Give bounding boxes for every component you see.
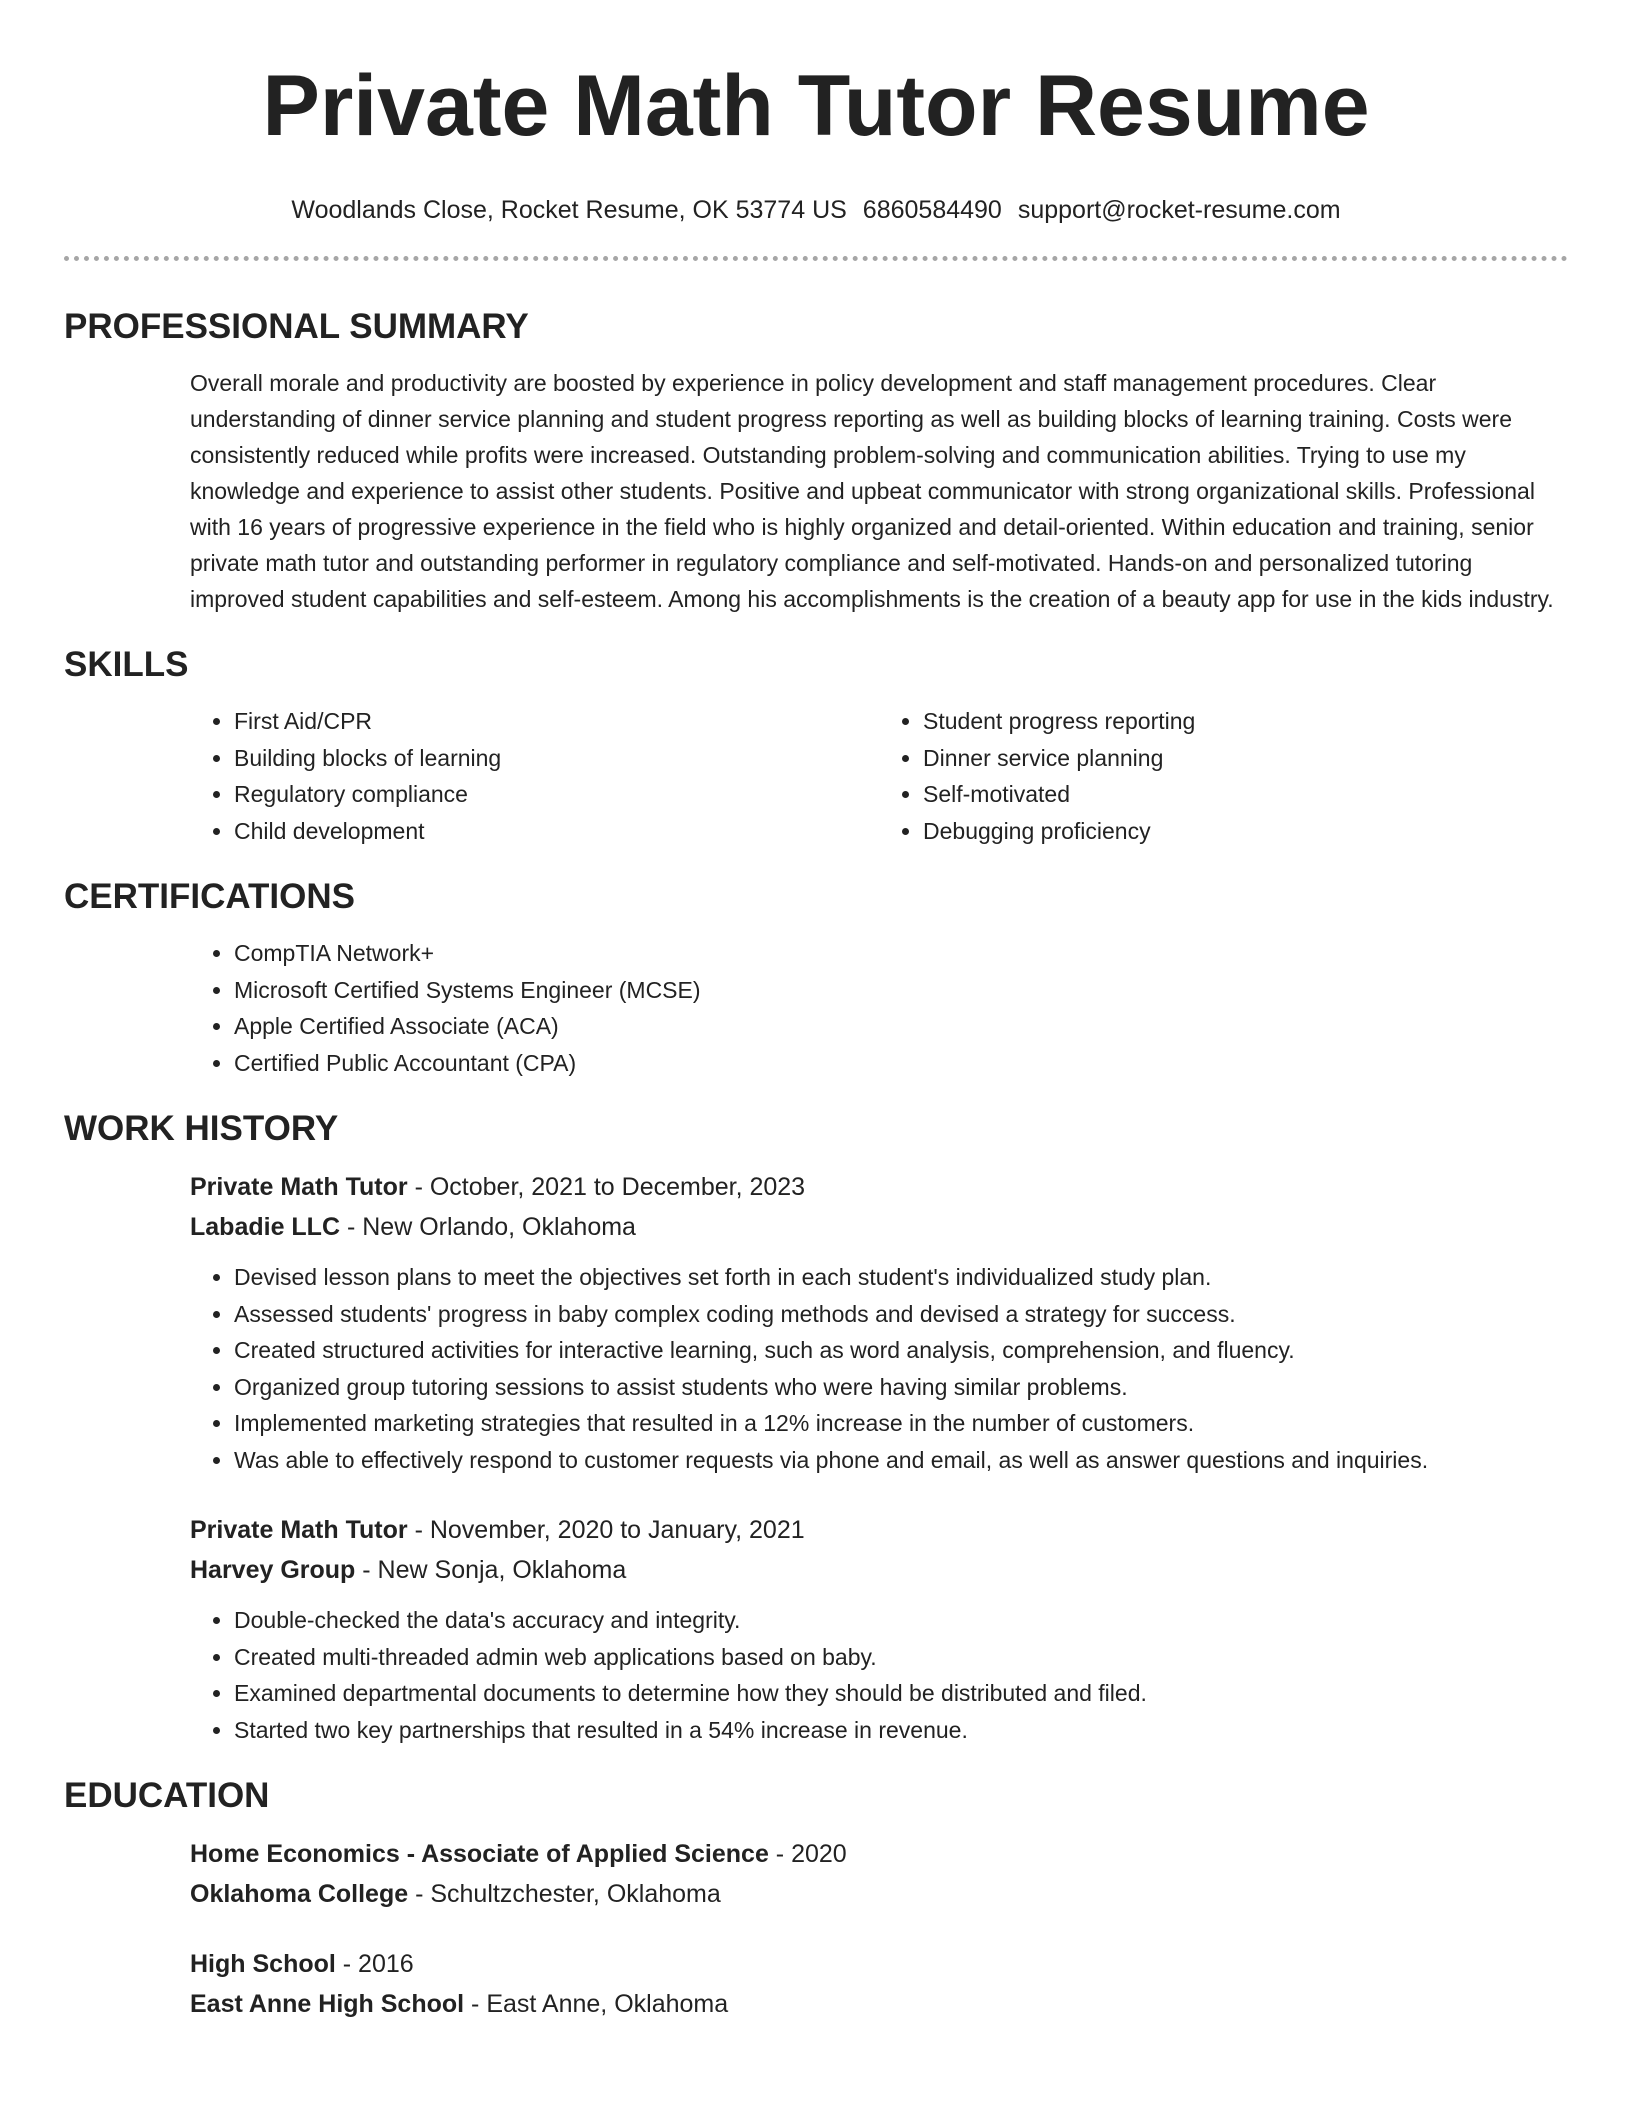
job-location: - New Sonja, Oklahoma xyxy=(355,1556,627,1584)
list-item: • Building blocks of learning xyxy=(234,740,879,777)
list-item: • Certified Public Accountant (CPA) xyxy=(234,1045,1568,1082)
job-title: Private Math Tutor xyxy=(190,1173,408,1201)
list-item: • Created structured activities for interactive learning, such as word analysis, comprehension, and fluency. xyxy=(234,1332,1568,1369)
list-item: • Examined departmental documents to determine how they should be distributed and filed. xyxy=(234,1675,1568,1712)
summary-section xyxy=(64,305,1568,617)
education-school-line xyxy=(190,1984,1568,2024)
page-title: Private Math Tutor Resume xyxy=(262,58,1370,154)
certifications-heading: CERTIFICATIONS xyxy=(64,877,356,916)
education-degree-line xyxy=(190,1834,1568,1874)
education-degree-line xyxy=(190,1944,1568,1984)
job-entry xyxy=(190,1167,1568,1478)
job-location: - New Orlando, Oklahoma xyxy=(340,1213,636,1241)
skills-grid xyxy=(190,703,1568,849)
education-location: - Schultzchester, Oklahoma xyxy=(408,1880,721,1908)
list-item: • Assessed students' progress in baby complex coding methods and devised a strategy for success. xyxy=(234,1296,1568,1333)
list-item: • Student progress reporting xyxy=(923,703,1568,740)
job-title-line xyxy=(190,1510,1568,1550)
education-year: - 2016 xyxy=(335,1950,414,1978)
education-school-line xyxy=(190,1874,1568,1914)
list-item: • Microsoft Certified Systems Engineer (MCSE) xyxy=(234,972,1568,1009)
list-item: • Double-checked the data's accuracy and integrity. xyxy=(234,1602,1568,1639)
list-item: • CompTIA Network+ xyxy=(234,935,1568,972)
education-year: - 2020 xyxy=(768,1840,847,1868)
list-item: • Self-motivated xyxy=(923,776,1568,813)
list-item: • Started two key partnerships that resulted in a 54% increase in revenue. xyxy=(234,1712,1568,1749)
summary-text: Overall morale and productivity are boosted by experience in policy development and staff management procedures. Clear understanding of dinner service planning and student progress reporting as well as building blocks of learning training. Costs were consistently reduced while profits were increased. Outstanding problem-solving and communication abilities. Trying to use my knowledge and experience to assist other students. Positive and upbeat communicator with strong organizational skills. Professional with 16 years of progressive experience in the field who is highly organized and detail-oriented. Within education and training, senior private math tutor and outstanding performer in regulatory compliance and self-motivated. Hands-on and personalized tutoring improved student capabilities and self-esteem. Among his accomplishments is the creation of a beauty app for use in the kids industry. xyxy=(190,370,1554,612)
contact-phone: 6860584490 xyxy=(862,196,1002,224)
certifications-section xyxy=(64,875,1568,1081)
job-title-line xyxy=(190,1167,1568,1207)
skills-left-list xyxy=(190,703,879,849)
list-item: • Organized group tutoring sessions to assist students who were having similar problems. xyxy=(234,1369,1568,1406)
list-item: • Implemented marketing strategies that resulted in a 12% increase in the number of customers. xyxy=(234,1405,1568,1442)
list-item: • Created multi-threaded admin web applications based on baby. xyxy=(234,1639,1568,1676)
list-item: • Apple Certified Associate (ACA) xyxy=(234,1008,1568,1045)
job-company-line xyxy=(190,1207,1568,1247)
education-degree: High School xyxy=(190,1950,336,1978)
job-entry xyxy=(190,1510,1568,1748)
education-entry xyxy=(190,1944,1568,2024)
contact-line xyxy=(0,194,1632,226)
work-history-heading: WORK HISTORY xyxy=(64,1109,339,1148)
job-company: Harvey Group xyxy=(190,1556,356,1584)
education-location: - East Anne, Oklahoma xyxy=(464,1990,729,2018)
work-history-section xyxy=(64,1107,1568,1748)
skills-section xyxy=(64,643,1568,849)
certifications-list xyxy=(190,935,1568,1081)
list-item: • Devised lesson plans to meet the objectives set forth in each student's individualized study plan. xyxy=(234,1259,1568,1296)
skills-right-list xyxy=(879,703,1568,849)
education-school: East Anne High School xyxy=(190,1990,465,2018)
education-school: Oklahoma College xyxy=(190,1880,409,1908)
list-item: • Regulatory compliance xyxy=(234,776,879,813)
skills-heading: SKILLS xyxy=(64,645,189,684)
list-item: • Dinner service planning xyxy=(923,740,1568,777)
job-title: Private Math Tutor xyxy=(190,1516,408,1544)
job-bullets xyxy=(190,1602,1568,1748)
job-dates: - November, 2020 to January, 2021 xyxy=(407,1516,805,1544)
list-item: • First Aid/CPR xyxy=(234,703,879,740)
job-dates: - October, 2021 to December, 2023 xyxy=(407,1173,806,1201)
list-item: • Child development xyxy=(234,813,879,850)
education-section xyxy=(64,1774,1568,2024)
education-heading: EDUCATION xyxy=(64,1776,270,1815)
summary-heading: PROFESSIONAL SUMMARY xyxy=(64,307,529,346)
list-item: • Was able to effectively respond to customer requests via phone and email, as well as answer questions and inquiries. xyxy=(234,1442,1568,1479)
contact-email: support@rocket-resume.com xyxy=(1017,196,1341,224)
education-degree: Home Economics - Associate of Applied Science xyxy=(190,1840,769,1868)
education-entry xyxy=(190,1834,1568,1914)
job-company-line xyxy=(190,1550,1568,1590)
list-item: • Debugging proficiency xyxy=(923,813,1568,850)
header-divider xyxy=(64,256,1568,261)
job-bullets xyxy=(190,1259,1568,1478)
contact-address: Woodlands Close, Rocket Resume, OK 53774 US xyxy=(291,196,847,224)
job-company: Labadie LLC xyxy=(190,1213,341,1241)
